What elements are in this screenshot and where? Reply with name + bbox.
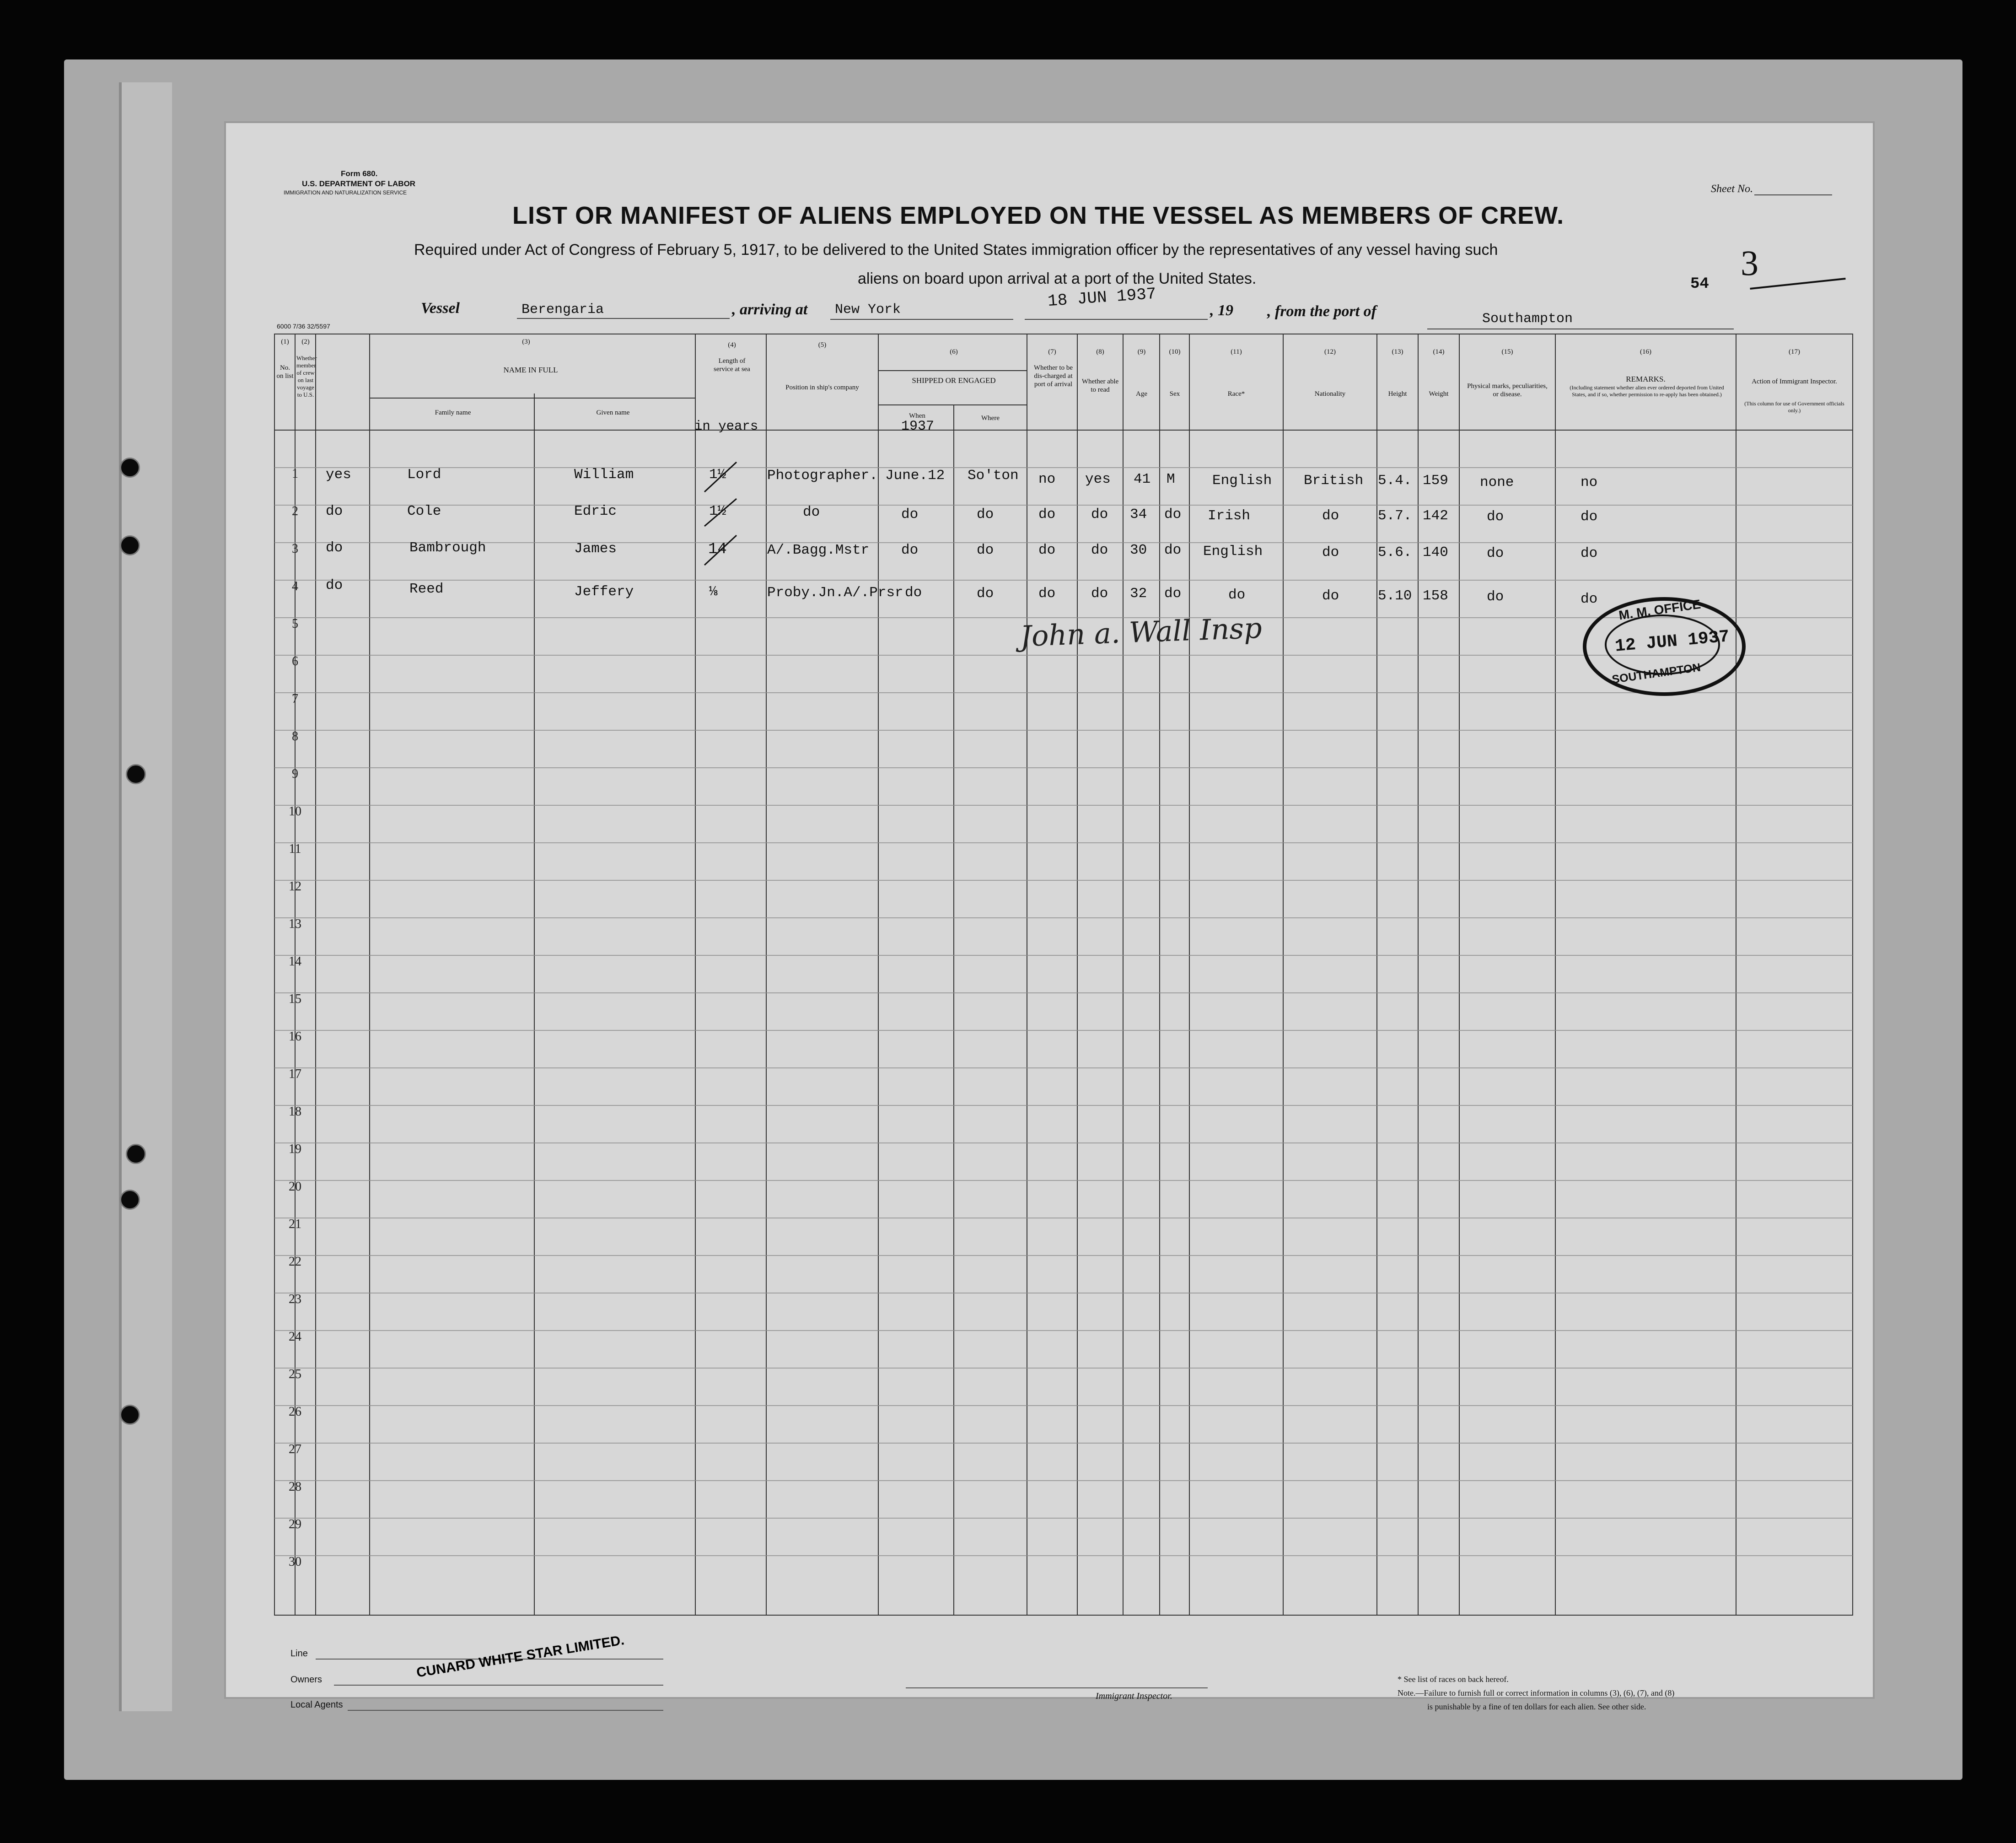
cell-when: do [901, 507, 919, 523]
stamp-bottom-text: SOUTHAMPTON [1611, 661, 1702, 686]
vessel-label: Vessel [421, 300, 460, 317]
page-title: LIST OR MANIFEST OF ALIENS EMPLOYED ON THE VESSEL AS MEMBERS OF CREW. [512, 202, 1564, 229]
row-number: 19 [289, 1142, 301, 1156]
col-17-number: (17) [1789, 348, 1800, 356]
cell-discharged: no [1038, 471, 1056, 487]
row-number: 10 [289, 804, 301, 819]
vessel-name: Berengaria [521, 302, 604, 318]
col-3-number: (3) [522, 338, 530, 345]
row-number: 6 [292, 654, 298, 668]
cell-height: 5.7. [1378, 508, 1412, 524]
row-number: 17 [289, 1067, 301, 1081]
cell-weight: 158 [1423, 588, 1448, 604]
cell-given-name: James [574, 541, 617, 557]
cell-family-name: Bambrough [409, 540, 486, 556]
arrival-port: New York [835, 302, 901, 318]
owners-label: Owners [290, 1675, 322, 1685]
cell-age: 41 [1134, 471, 1151, 487]
cell-race: English [1203, 544, 1263, 560]
col-14-number: (14) [1433, 348, 1445, 356]
arriving-label: , arriving at [732, 301, 808, 318]
col-6-header: SHIPPED OR ENGAGED [912, 376, 996, 385]
col-6a-year: 1937 [901, 419, 935, 434]
cell-weight: 142 [1423, 508, 1448, 524]
local-agents-label: Local Agents [290, 1700, 343, 1710]
cell-last-voyage: yes [326, 467, 351, 483]
col-8-header: Whether able to read [1081, 378, 1119, 393]
cell-where: do [977, 542, 994, 558]
cell-service-years: ⅛ [709, 584, 718, 600]
handwritten-sheet-mark: 3 [1741, 243, 1758, 283]
departure-port: Southampton [1482, 311, 1573, 327]
cell-remarks: do [1581, 509, 1598, 525]
cell-race: Irish [1208, 508, 1251, 524]
cell-able-to-read: do [1091, 507, 1108, 523]
col-4-header: Length of service at sea [714, 357, 750, 373]
cell-sex: do [1164, 507, 1182, 523]
row-number: 20 [289, 1180, 301, 1194]
cell-age: 30 [1130, 542, 1147, 558]
row-number: 4 [292, 579, 298, 593]
col-13-header: Height [1388, 390, 1407, 398]
subtitle-line-1: Required under Act of Congress of February 5, 1917, to be delivered to the United States immigration officer by the representatives of any vessel having such [414, 241, 1498, 259]
cell-sex: do [1164, 586, 1182, 602]
col-16-header: REMARKS. [1626, 375, 1666, 383]
owners-field [334, 1685, 663, 1686]
row-number: 16 [289, 1029, 301, 1044]
row-number: 30 [289, 1555, 301, 1569]
cell-remarks: do [1581, 591, 1598, 607]
col-15-number: (15) [1501, 348, 1513, 356]
col-9-number: (9) [1137, 348, 1146, 356]
row-number: 2 [292, 504, 298, 518]
col-6a-header: When [909, 412, 925, 420]
company-stamp: CUNARD WHITE STAR LIMITED. [415, 1633, 625, 1681]
col-16-note: (Including statement whether alien ever ordered deported from United States, and if so, whether permission to re-apply has been obtained.) [1570, 384, 1724, 398]
cell-family-name: Reed [409, 581, 444, 597]
local-agents-field [348, 1710, 663, 1711]
cell-when: June.12 [885, 468, 945, 484]
cell-family-name: Cole [407, 503, 441, 519]
row-number: 27 [289, 1442, 301, 1456]
col-10-header: Sex [1169, 390, 1180, 398]
row-number: 26 [289, 1405, 301, 1419]
race-footnote: * See list of races on back hereof. [1398, 1675, 1509, 1684]
row-number: 18 [289, 1105, 301, 1119]
col-3b-header: Given name [596, 409, 630, 416]
col-7-number: (7) [1048, 348, 1056, 356]
subtitle-line-2: aliens on board upon arrival at a port of the United States. [858, 270, 1257, 287]
cell-nationality: British [1304, 473, 1364, 489]
cell-height: 5.6. [1378, 544, 1412, 560]
cell-position: do [803, 504, 820, 520]
inspector-signature: John a. Wall Insp [1019, 611, 1263, 653]
col-6b-header: Where [981, 415, 1000, 422]
stamp-top-text: M. M. OFFICE [1618, 597, 1702, 623]
cell-nationality: do [1322, 544, 1339, 560]
col-6-number: (6) [950, 348, 958, 356]
col-13-number: (13) [1392, 348, 1403, 356]
row-number: 7 [292, 692, 298, 706]
row-number: 22 [289, 1255, 301, 1269]
cell-discharged: do [1038, 507, 1056, 523]
cell-position: Proby.Jn.A/.Prsr [767, 585, 903, 601]
cell-age: 32 [1130, 586, 1147, 602]
row-number: 5 [292, 617, 298, 631]
cell-weight: 159 [1423, 473, 1448, 489]
arrival-date-stamp: 18 JUN 1937 [1047, 284, 1157, 311]
cell-service-years: 14 [708, 541, 727, 558]
cell-sex: M [1167, 471, 1175, 487]
row-number: 21 [289, 1217, 301, 1231]
cell-family-name: Lord [407, 467, 441, 483]
cell-given-name: Jeffery [574, 584, 634, 600]
cell-physical-marks: do [1487, 545, 1504, 561]
cell-remarks: no [1581, 474, 1598, 490]
penalty-note-line-1: Note.—Failure to furnish full or correct information in columns (3), (6), (7), and (8) [1398, 1688, 1675, 1698]
col-5-header: Position in ship's company [785, 384, 859, 391]
row-number: 13 [289, 917, 301, 931]
print-code: 6000 7/36 32/5597 [277, 323, 330, 330]
col-3a-header: Family name [435, 409, 471, 416]
cell-age: 34 [1130, 507, 1147, 523]
col-10-number: (10) [1169, 348, 1181, 356]
cell-position: A/.Bagg.Mstr [767, 542, 870, 558]
col-11-number: (11) [1231, 348, 1242, 356]
immigrant-inspector-label: Immigrant Inspector. [1096, 1691, 1172, 1701]
cell-last-voyage: do [326, 577, 343, 593]
col-17-note: (This column for use of Government officials only.) [1744, 400, 1844, 414]
cell-able-to-read: yes [1085, 471, 1111, 487]
cell-able-to-read: do [1091, 586, 1108, 602]
cell-given-name: Edric [574, 503, 617, 519]
cell-when: do [905, 585, 922, 601]
col-4-unit: in years [694, 419, 758, 434]
cell-nationality: do [1322, 508, 1339, 524]
col-5-number: (5) [818, 341, 827, 349]
service-name: IMMIGRATION AND NATURALIZATION SERVICE [284, 189, 407, 196]
cell-last-voyage: do [326, 540, 343, 556]
cell-able-to-read: do [1091, 542, 1108, 558]
cell-position: Photographer. [767, 468, 878, 484]
cell-last-voyage: do [326, 503, 343, 519]
col-4-number: (4) [728, 341, 736, 349]
row-number: 11 [289, 842, 301, 856]
col-2-number: (2) [301, 338, 310, 345]
year-prefix: , 19 [1210, 302, 1233, 319]
cell-given-name: William [574, 467, 634, 483]
cell-discharged: do [1038, 542, 1056, 558]
department-name: U.S. DEPARTMENT OF LABOR [302, 179, 416, 188]
cell-physical-marks: do [1487, 509, 1504, 525]
cell-height: 5.10 [1378, 588, 1412, 604]
cell-race: do [1228, 587, 1246, 603]
cell-service-years: 1½ [709, 503, 726, 519]
row-number: 12 [289, 879, 301, 894]
page-number: 54 [1690, 275, 1709, 293]
stamp-date: 12 JUN 1937 [1614, 627, 1731, 657]
cell-where: do [977, 507, 994, 523]
col-11-header: Race* [1227, 390, 1245, 398]
row-number: 28 [289, 1480, 301, 1494]
col-7-header: Whether to be dis-charged at port of arrival [1034, 364, 1073, 388]
row-number: 15 [289, 992, 301, 1006]
row-number: 9 [292, 767, 298, 781]
sheet-number-label: Sheet No. [1711, 183, 1753, 195]
from-port-label: , from the port of [1267, 303, 1376, 320]
cell-height: 5.4. [1378, 473, 1412, 489]
row-number: 1 [292, 467, 298, 481]
cell-when: do [901, 542, 919, 558]
inspector-signature-line [906, 1687, 1208, 1688]
mm-office-stamp [1583, 597, 1746, 696]
row-number: 14 [289, 954, 301, 969]
cell-discharged: do [1038, 586, 1056, 602]
cell-sex: do [1164, 542, 1182, 558]
row-number: 29 [289, 1517, 301, 1531]
col-16-number: (16) [1640, 348, 1651, 356]
cell-remarks: do [1581, 545, 1598, 561]
col-3-header: NAME IN FULL [503, 366, 558, 374]
cell-weight: 140 [1423, 544, 1448, 560]
row-number: 24 [289, 1330, 301, 1344]
col-17-header: Action of Immigrant Inspector. [1752, 378, 1837, 385]
row-number: 8 [292, 729, 298, 744]
col-1-number: (1) [281, 338, 289, 345]
cell-physical-marks: do [1487, 589, 1504, 605]
cell-nationality: do [1322, 588, 1339, 604]
col-12-number: (12) [1324, 348, 1336, 356]
col-14-header: Weight [1429, 390, 1449, 398]
cell-service-years: 1½ [709, 467, 726, 483]
form-number: Form 680. [341, 169, 378, 178]
col-12-header: Nationality [1314, 390, 1346, 398]
penalty-note-line-2: is punishable by a fine of ten dollars for each alien. See other side. [1427, 1702, 1646, 1711]
cell-where: do [977, 586, 994, 602]
row-number: 25 [289, 1367, 301, 1381]
cell-where: So'ton [968, 468, 1019, 484]
col-1-header: No. on list [276, 364, 294, 380]
col-9-header: Age [1136, 390, 1147, 398]
col-15-header: Physical marks, peculiarities, or disease. [1467, 383, 1548, 398]
line-label: Line [290, 1649, 308, 1659]
cell-physical-marks: none [1480, 474, 1514, 490]
row-number: 3 [292, 542, 298, 556]
cell-race: English [1212, 473, 1272, 489]
row-number: 23 [289, 1292, 301, 1306]
col-8-number: (8) [1096, 348, 1104, 356]
col-2-header: Whether member of crew on last voyage to U.S. [296, 355, 317, 398]
